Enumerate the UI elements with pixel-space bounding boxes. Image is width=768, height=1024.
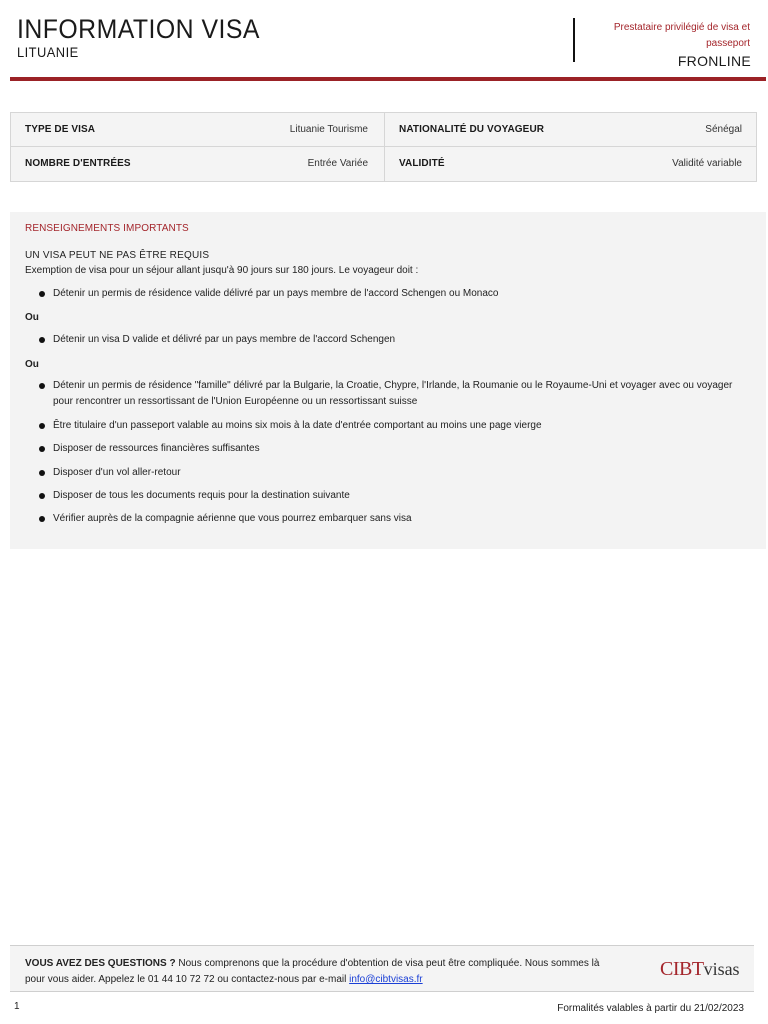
panel-title: RENSEIGNEMENTS IMPORTANTS <box>25 223 189 234</box>
bullet-icon <box>39 516 45 522</box>
bullet-icon <box>39 383 45 389</box>
country-name: LITUANIE <box>17 44 79 60</box>
list-item: Détenir un permis de résidence "famille" délivré par la Bulgarie, la Croatie, Chypre, l'Irlande, la Roumanie ou le Royaume-Uni et voyager avec ou voyager pour rencontrer un ressortissant de l'Union Européenne ou un ressortissant suisse <box>53 380 733 407</box>
panel-intro: Exemption de visa pour un séjour allant jusqu'à 90 jours sur 180 jours. Le voyageur doit : <box>25 265 419 276</box>
header-rule <box>10 77 766 81</box>
document-title: INFORMATION VISA <box>17 14 260 44</box>
visa-type-value: Lituanie Tourisme <box>289 124 368 135</box>
help-message: Nous comprenons que la procédure d'obtention de visa peut être compliquée. Nous sommes là pour vous aider. Appelez le 01 44 10 72 72 ou contactez-nous par e-mail <box>25 958 600 985</box>
provider-label: Prestataire privilégié de visa et passeport <box>613 22 750 49</box>
list-item: Vérifier auprès de la compagnie aérienne que vous pourrez embarquer sans visa <box>53 513 412 524</box>
list-item: Être titulaire d'un passeport valable au moins six mois à la date d'entrée comportant au moins une page vierge <box>53 420 542 431</box>
help-text <box>25 956 605 988</box>
bullet-icon <box>39 470 45 476</box>
header-divider <box>573 18 575 62</box>
validity-value: Validité variable <box>672 158 742 169</box>
or-separator: Ou <box>25 312 39 323</box>
bullet-icon <box>39 337 45 343</box>
nationality-label: NATIONALITÉ DU VOYAGEUR <box>399 124 545 135</box>
help-heading: VOUS AVEZ DES QUESTIONS ? <box>25 958 176 969</box>
list-item: Disposer d'un vol aller-retour <box>53 467 181 478</box>
validity-date-note: Formalités valables à partir du 21/02/2023 <box>557 1003 744 1014</box>
logo-cibt-text: CIBT <box>660 958 704 980</box>
or-separator: Ou <box>25 359 39 370</box>
list-item: Détenir un permis de résidence valide délivré par un pays membre de l'accord Schengen ou Monaco <box>53 288 499 299</box>
visa-info-table <box>10 112 757 182</box>
entries-value: Entrée Variée <box>307 158 368 169</box>
panel-subtitle: UN VISA PEUT NE PAS ÊTRE REQUIS <box>25 250 210 261</box>
bullet-icon <box>39 493 45 499</box>
list-item: Disposer de ressources financières suffisantes <box>53 443 260 454</box>
visa-type-label: TYPE DE VISA <box>25 124 96 135</box>
entries-label: NOMBRE D'ENTRÉES <box>25 158 131 169</box>
bullet-icon <box>39 291 45 297</box>
nationality-value: Sénégal <box>705 124 742 135</box>
cibt-visas-logo <box>660 958 740 981</box>
table-column-divider <box>384 113 385 181</box>
page-number: 1 <box>14 1001 20 1012</box>
list-item: Disposer de tous les documents requis pour la destination suivante <box>53 490 350 501</box>
help-footer <box>10 945 754 992</box>
logo-visas-text: visas <box>703 959 740 979</box>
email-link[interactable]: info@cibtvisas.fr <box>349 974 423 985</box>
bullet-icon <box>39 423 45 429</box>
important-info-panel <box>10 212 766 549</box>
provider-name: FRONLINE <box>677 53 751 69</box>
bullet-icon <box>39 446 45 452</box>
validity-label: VALIDITÉ <box>399 158 445 169</box>
document-header <box>0 0 768 82</box>
list-item: Détenir un visa D valide et délivré par un pays membre de l'accord Schengen <box>53 334 396 345</box>
